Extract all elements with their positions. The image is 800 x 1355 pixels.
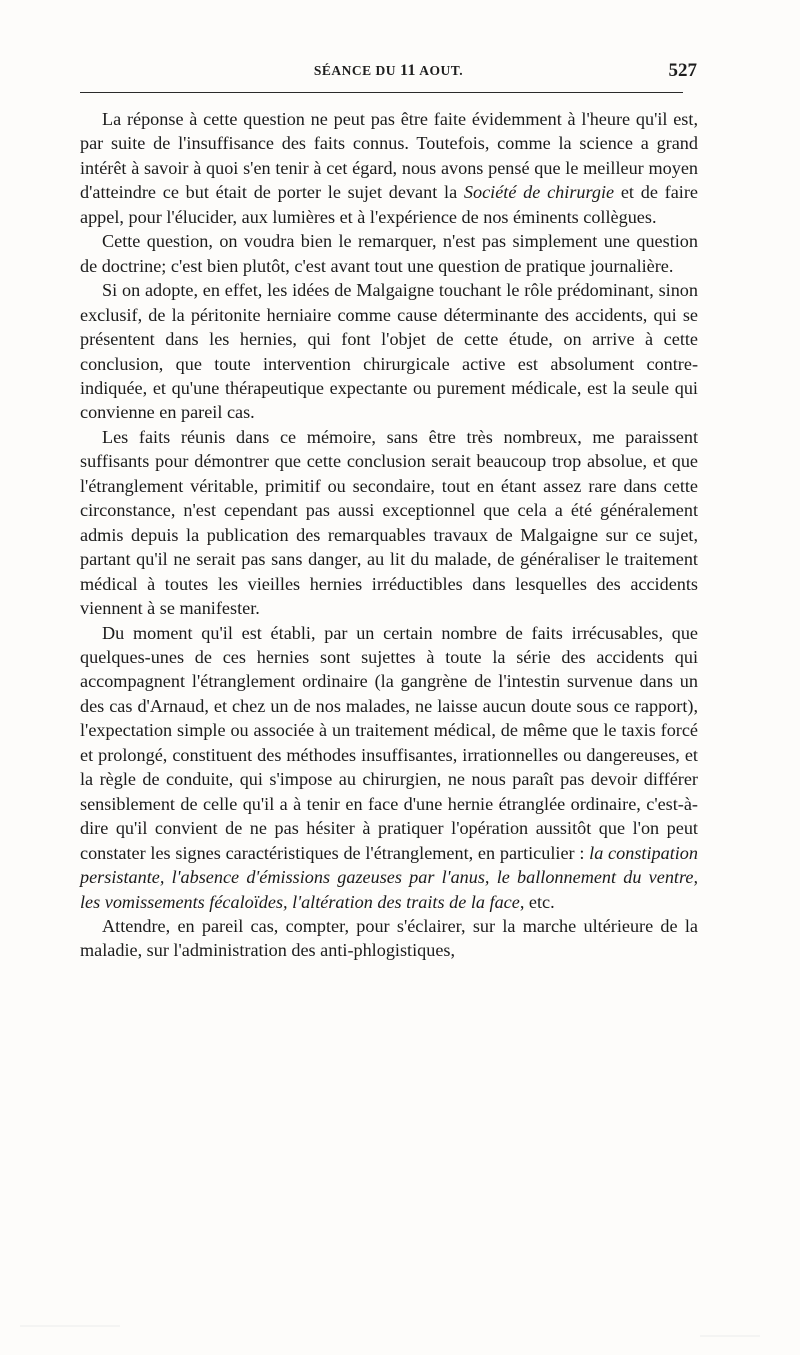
running-title-day: 11	[399, 62, 417, 79]
page-header	[80, 62, 697, 86]
text-run: Si on adopte, en effet, les idées de Malgaigne touchant le rôle prédominant, sinon exclusif, de la péritonite herniaire comme cause déterminante des accidents, qui se présentent dans les hernies, qui font l'objet de cette étude, on arrive à cette conclusion, que toute intervention chirurgicale active est absolument contre-indiquée, et qu'une thérapeutique expectante ou purement médicale, est la seule qui convienne en pareil cas.	[80, 280, 698, 423]
paragraph	[80, 229, 698, 278]
running-title-suffix: AOUT.	[416, 63, 464, 78]
header-rule	[80, 92, 683, 93]
running-title-prefix: SÉANCE DU	[313, 63, 400, 78]
italic-text: la constipation persistante, l'absence d'émissions gazeuses par l'anus, le ballonnement du ventre, les vomissements fécaloïdes, l'altération des traits de la face	[80, 842, 698, 912]
text-run: et de faire appel, pour l'élucider, aux lumières et à l'expérience de nos éminents collègues.	[80, 182, 698, 227]
paragraph	[80, 278, 698, 425]
text-run: Les faits réunis dans ce mémoire, sans être très nombreux, me paraissent suffisants pour démontrer que cette conclusion serait beaucoup trop absolue, et que l'étranglement véritable, primitif ou secondaire, tout en étant assez rare dans cette circonstance, n'est cependant pas aussi exceptionnel que cela a été généralement admis depuis la publication des remarquables travaux de Malgaigne sur ce sujet, partant qu'il ne serait pas sans danger, au lit du malade, de généraliser le traitement médical à toutes les vieilles hernies irréductibles dans lesquelles des accidents viennent à se manifester.	[80, 426, 698, 619]
paragraph	[80, 107, 698, 229]
page-smudge-bottom-right	[700, 1335, 760, 1337]
text-run: Du moment qu'il est établi, par un certain nombre de faits irrécusables, que quelques-unes de ces hernies sont sujettes à toute la série des accidents qui accompagnent l'étranglement ordinaire (la gangrène de l'intestin survenue dans un des cas d'Arnaud, et chez un de nos malades, ne laisse aucun doute sous ce rapport), l'expectation simple ou associée à un traitement médical, de même que le taxis forcé et prolongé, constituent des méthodes insuffisantes, irrationnelles ou dangereuses, et la règle de conduite, qui s'impose au chirurgien, ne nous paraît pas devoir différer sensiblement de celle qu'il a à tenir en face d'une hernie étranglée ordinaire, c'est-à-dire qu'il convient de ne pas hésiter à pratiquer l'opération aussitôt que l'on peut constater les signes caractéristiques de l'étranglement, en particulier :	[80, 622, 698, 863]
page-smudge-bottom-left	[20, 1325, 120, 1327]
page-number: 527	[668, 60, 697, 81]
text-run: Cette question, on voudra bien le remarquer, n'est pas simplement une question de doctrine; c'est bien plutôt, c'est avant tout une question de pratique journalière.	[80, 231, 698, 276]
italic-text: Société de chirurgie	[463, 182, 615, 203]
paragraph	[80, 425, 698, 621]
text-run: , etc.	[519, 891, 555, 912]
body-text	[80, 107, 698, 963]
paragraph	[80, 621, 698, 914]
running-title	[80, 62, 697, 80]
text-run: Attendre, en pareil cas, compter, pour s'éclairer, sur la marche ultérieure de la maladie, sur l'administration des anti-phlogistiques,	[80, 915, 698, 961]
paragraph	[80, 914, 698, 963]
text-run: La réponse à cette question ne peut pas être faite évidemment à l'heure qu'il est, par suite de l'insuffisance des faits connus. Toutefois, comme la science a grand intérêt à savoir à quoi s'en tenir à cet égard, nous avons pensé que le meilleur moyen d'atteindre ce but était de porter le sujet devant la	[80, 109, 698, 203]
